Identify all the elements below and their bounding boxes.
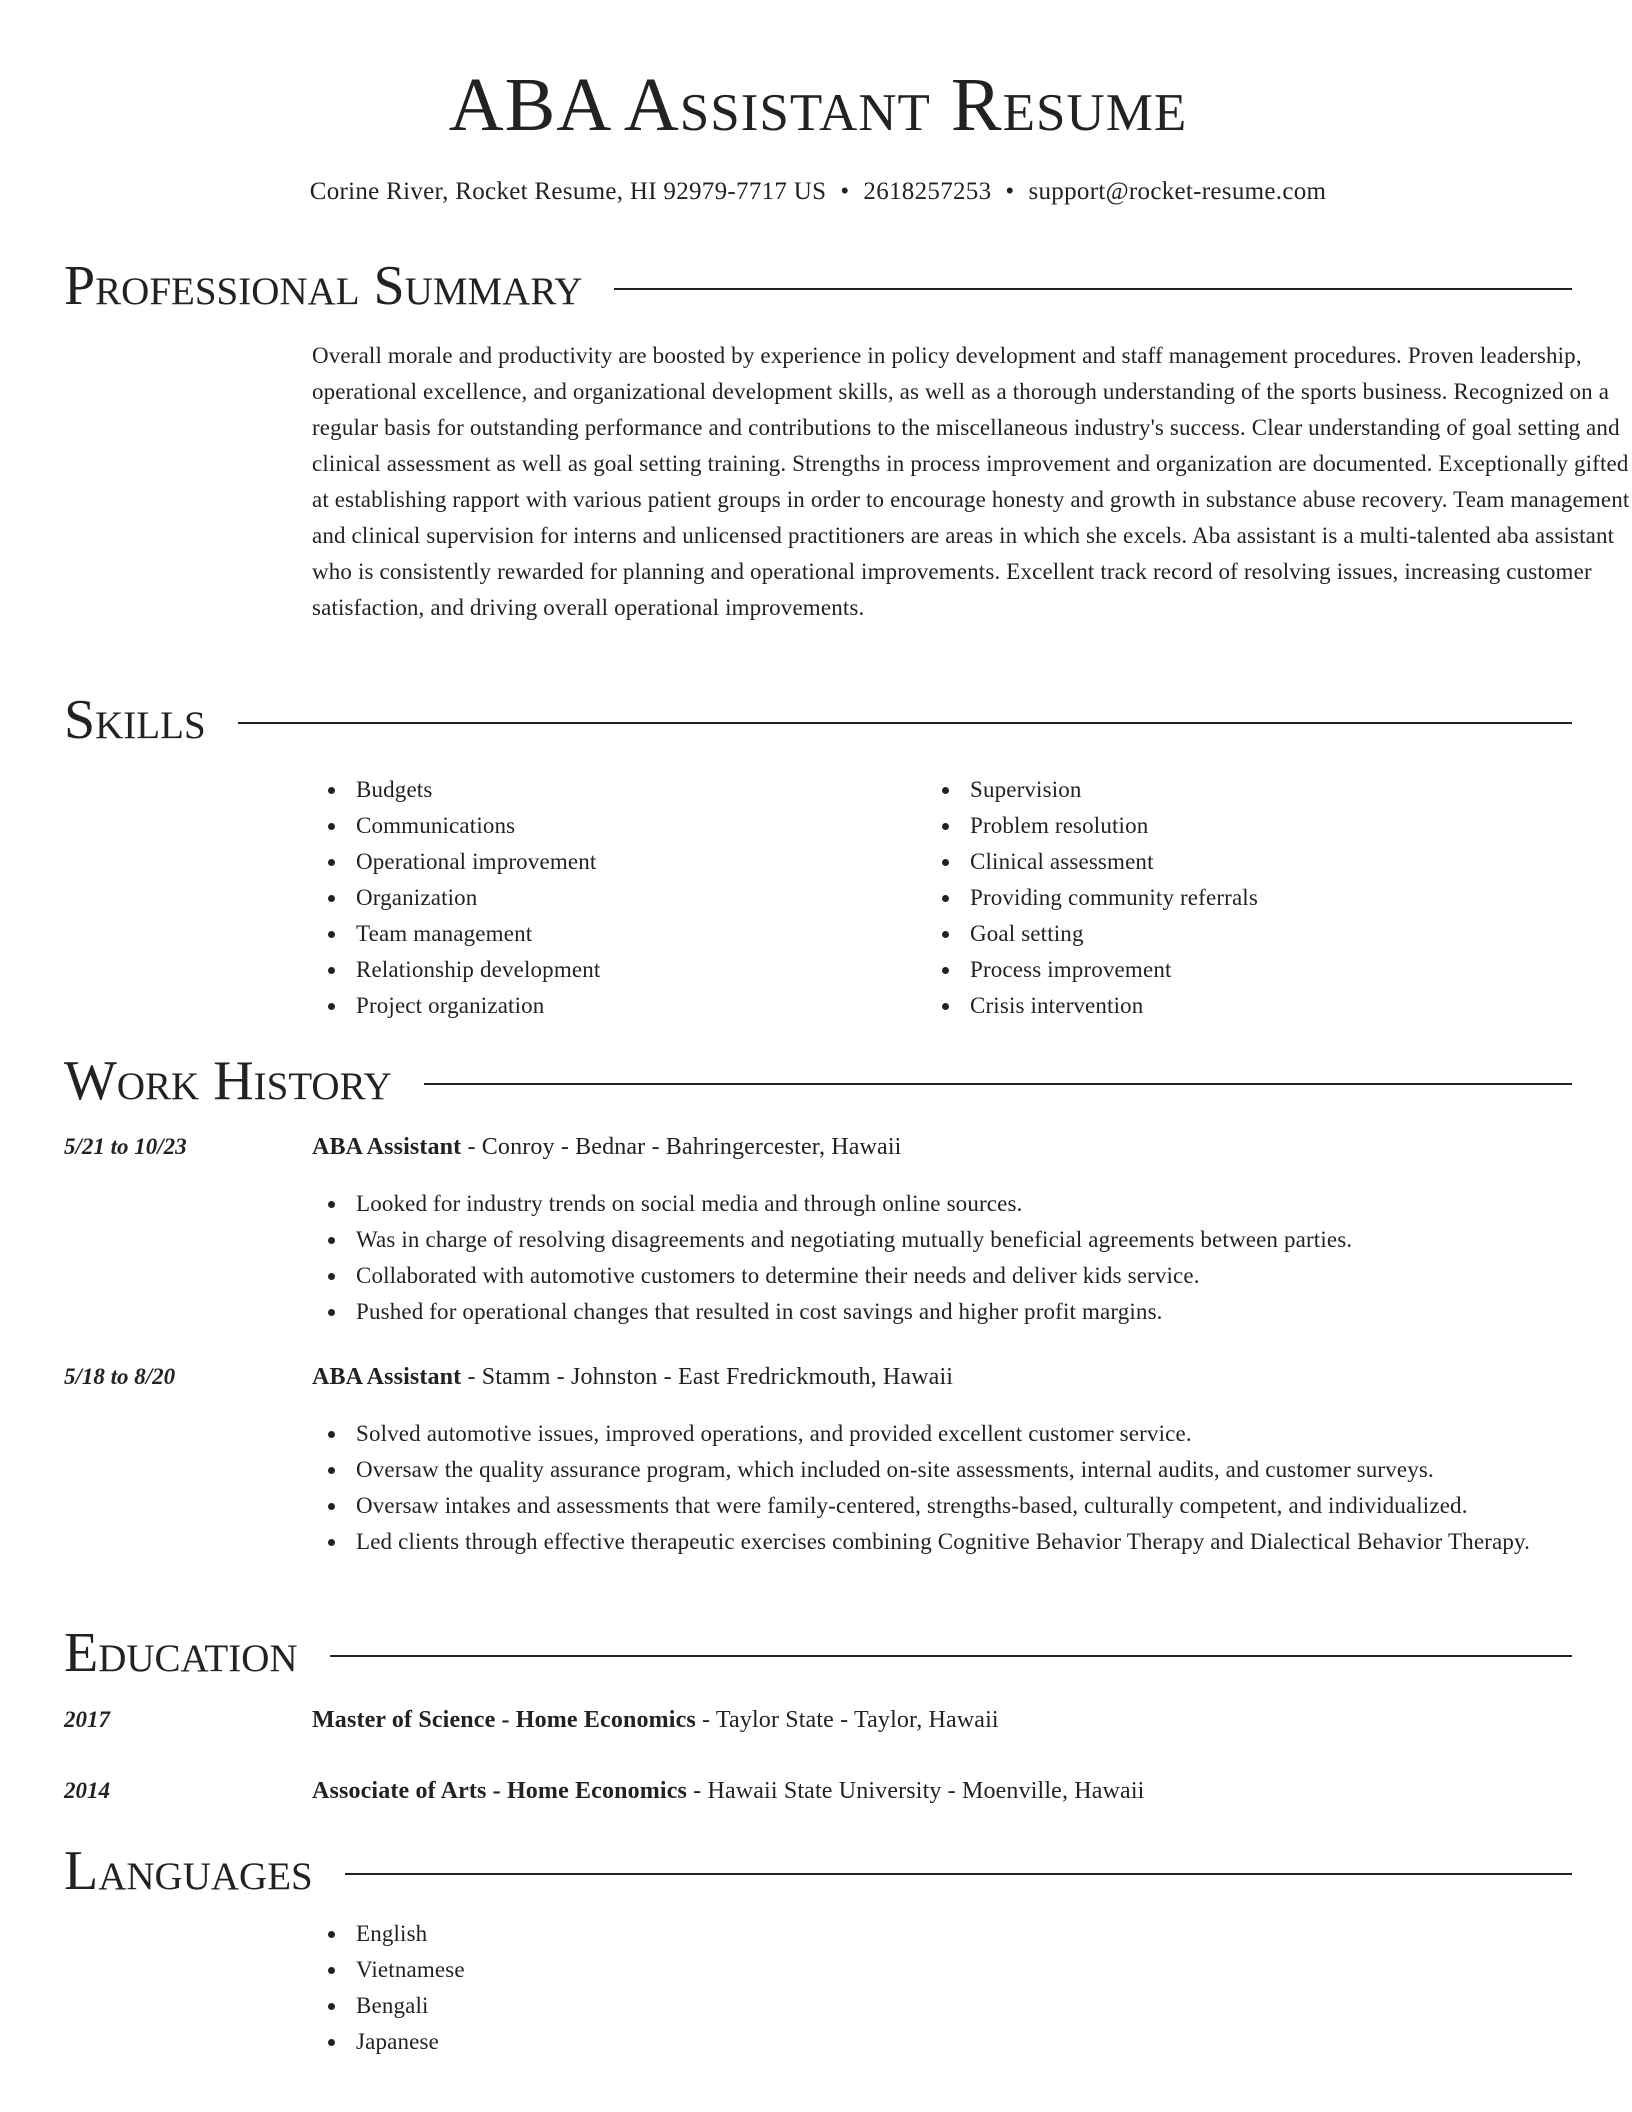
skill-item: Communications: [312, 808, 892, 844]
school: - Hawaii State University - Moenville, Hawaii: [687, 1778, 1145, 1804]
job-bullet: Looked for industry trends on social media and through online sources.: [312, 1186, 1632, 1222]
languages-section-header: [64, 1839, 1572, 1903]
skill-item: Relationship development: [312, 952, 892, 988]
skill-item: Goal setting: [926, 916, 1506, 952]
languages-heading: Languages: [64, 1840, 313, 1902]
job-title: ABA Assistant: [312, 1364, 462, 1390]
skill-item: Problem resolution: [926, 808, 1506, 844]
contact-separator: •: [1005, 178, 1015, 205]
education-heading: Education: [64, 1622, 298, 1684]
section-divider: [330, 1655, 1572, 1657]
section-divider: [238, 722, 1572, 724]
education-year: 2014: [64, 1778, 110, 1803]
section-divider: [424, 1083, 1572, 1085]
job-bullet: Solved automotive issues, improved operations, and provided excellent customer service.: [312, 1416, 1632, 1452]
work-section-header: [64, 1049, 1572, 1113]
contact-email: support@rocket-resume.com: [1028, 178, 1327, 205]
job-dates: 5/18 to 8/20: [64, 1364, 176, 1389]
job-dates: 5/21 to 10/23: [64, 1134, 187, 1159]
language-item: Bengali: [312, 1988, 1632, 2024]
job-bullet: Oversaw the quality assurance program, which included on-site assessments, internal audits, and customer surveys.: [312, 1452, 1632, 1488]
job-header: [312, 1359, 1632, 1395]
skill-item: Budgets: [312, 772, 892, 808]
skill-item: Operational improvement: [312, 844, 892, 880]
education-section-header: [64, 1621, 1572, 1685]
skills-column-left: [312, 772, 892, 1024]
skills-heading: Skills: [64, 689, 206, 751]
job-bullets: [312, 1186, 1632, 1330]
degree: Associate of Arts - Home Economics: [312, 1778, 688, 1804]
degree: Master of Science - Home Economics: [312, 1707, 696, 1733]
section-divider: [345, 1873, 1572, 1875]
summary-section-header: [64, 254, 1572, 318]
job-bullets: [312, 1416, 1632, 1560]
language-item: Vietnamese: [312, 1952, 1632, 1988]
job-employer: - Stamm - Johnston - East Fredrickmouth, Hawaii: [461, 1364, 954, 1390]
job-bullet: Collaborated with automotive customers to determine their needs and deliver kids service.: [312, 1258, 1632, 1294]
job-bullet: Was in charge of resolving disagreements and negotiating mutually beneficial agreements between parties.: [312, 1222, 1632, 1258]
skills-column-right: [926, 772, 1506, 1024]
education-entry: [312, 1773, 1632, 1809]
contact-separator: •: [840, 178, 850, 205]
skill-item: Organization: [312, 880, 892, 916]
education-entry: [312, 1702, 1632, 1738]
job-bullet: Pushed for operational changes that resulted in cost savings and higher profit margins.: [312, 1294, 1632, 1330]
skill-item: Team management: [312, 916, 892, 952]
skill-item: Supervision: [926, 772, 1506, 808]
summary-paragraph: Overall morale and productivity are boosted by experience in policy development and staff management procedures. Proven leadership, operational excellence, and organizational development skills, as well as a thorough understanding of the sports business. Recognized on a regular basis for outstanding performance and contributions to the miscellaneous industry's success. Clear understanding of goal setting and clinical assessment as well as goal setting training. Strengths in process improvement and organization are documented. Exceptionally gifted at establishing rapport with various patient groups in order to encourage honesty and growth in substance abuse recovery. Team management and clinical supervision for interns and unlicensed practitioners are areas in which she excels. Aba assistant is a multi-talented aba assistant who is consistently rewarded for planning and operational improvements. Excellent track record of resolving issues, increasing customer satisfaction, and driving overall operational improvements.: [312, 343, 1630, 620]
contact-address: Corine River, Rocket Resume, HI 92979-7717 US: [309, 178, 827, 205]
skills-section-header: [64, 688, 1572, 752]
job-bullet: Led clients through effective therapeutic exercises combining Cognitive Behavior Therapy and Dialectical Behavior Therapy.: [312, 1524, 1632, 1560]
job-bullet: Oversaw intakes and assessments that were family-centered, strengths-based, culturally competent, and individualized.: [312, 1488, 1632, 1524]
skill-item: Project organization: [312, 988, 892, 1024]
languages-list: [312, 1916, 1632, 2060]
job-employer: - Conroy - Bednar - Bahringercester, Hawaii: [461, 1134, 902, 1160]
skill-item: Clinical assessment: [926, 844, 1506, 880]
skill-item: Providing community referrals: [926, 880, 1506, 916]
job-title: ABA Assistant: [312, 1134, 462, 1160]
skill-item: Process improvement: [926, 952, 1506, 988]
language-item: Japanese: [312, 2024, 1632, 2060]
contact-line: [64, 174, 1572, 210]
summary-heading: Professional Summary: [64, 255, 583, 317]
school: - Taylor State - Taylor, Hawaii: [695, 1707, 999, 1733]
language-item: English: [312, 1916, 1632, 1952]
resume-title: ABA Assistant Resume: [448, 63, 1188, 147]
skill-item: Crisis intervention: [926, 988, 1506, 1024]
education-year: 2017: [64, 1707, 110, 1732]
job-header: [312, 1129, 1632, 1165]
section-divider: [614, 288, 1572, 290]
contact-phone: 2618257253: [863, 178, 992, 205]
work-heading: Work History: [64, 1050, 392, 1112]
